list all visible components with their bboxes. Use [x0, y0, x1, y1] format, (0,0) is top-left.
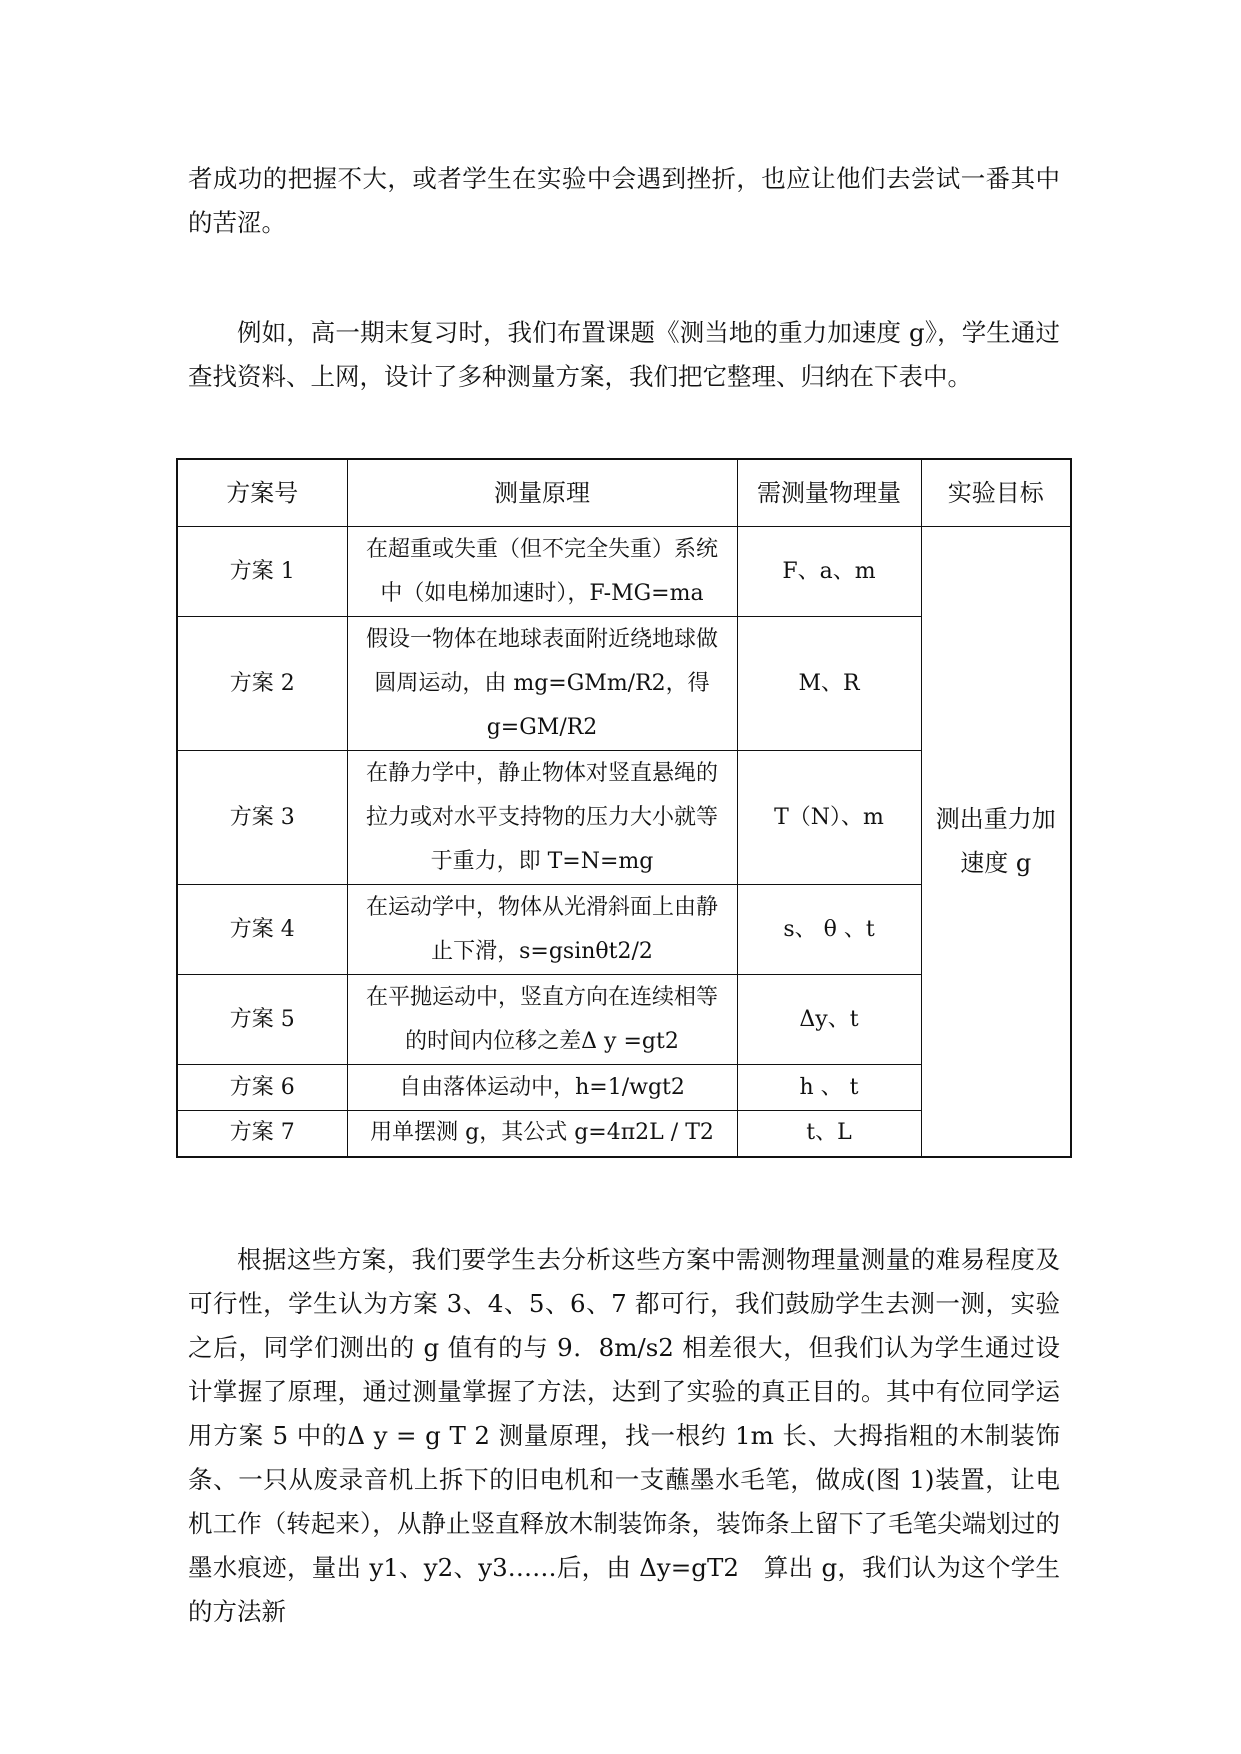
cell-principle: 自由落体运动中，h=1/wgt2	[347, 1065, 737, 1111]
table-header-row	[177, 459, 1071, 527]
cell-goal: 测出重力加速度 g	[921, 527, 1071, 1157]
cell-principle: 在平抛运动中，竖直方向在连续相等的时间内位移之差Δ y =gt2	[347, 975, 737, 1065]
cell-principle: 在超重或失重（但不完全失重）系统中（如电梯加速时），F-MG=ma	[347, 527, 737, 617]
cell-quantities: M、R	[737, 617, 921, 751]
header-principle: 测量原理	[347, 459, 737, 527]
cell-plan: 方案 2	[177, 617, 347, 751]
cell-principle: 在运动学中，物体从光滑斜面上由静止下滑，s=gsinθt2/2	[347, 885, 737, 975]
plan-table	[176, 458, 1072, 1158]
cell-plan: 方案 6	[177, 1065, 347, 1111]
cell-quantities: F、a、m	[737, 527, 921, 617]
table-row	[177, 527, 1071, 617]
paragraph-example: 例如，高一期末复习时，我们布置课题《测当地的重力加速度 g》，学生通过查找资料、上网，设计了多种测量方案，我们把它整理、归纳在下表中。	[188, 318, 1060, 391]
cell-quantities: Δy、t	[737, 975, 921, 1065]
cell-quantities: t、L	[737, 1111, 921, 1157]
cell-principle: 用单摆测 g，其公式 g=4π2L / T2	[347, 1111, 737, 1157]
header-quantities: 需测量物理量	[737, 459, 921, 527]
cell-plan: 方案 1	[177, 527, 347, 617]
cell-plan: 方案 5	[177, 975, 347, 1065]
paragraph-analysis: 根据这些方案，我们要学生去分析这些方案中需测物理量测量的难易程度及可行性，学生认为方案 3、4、5、6、7 都可行，我们鼓励学生去测一测，实验之后，同学们测出的 g 值有的与 9．8m/s2 相差很大，但我们认为学生通过设计掌握了原理，通过测量掌握了方法，达到了实验的真正目的。其中有位同学运用方案 5 中的Δ y = g T 2 测量原理，找一根约 1m 长、大拇指粗的木制装饰条、一只从废录音机上拆下的旧电机和一支蘸墨水毛笔，做成(图 1)装置，让电机工作（转起来），从静止竖直释放木制装饰条，装饰条上留下了毛笔尖端划过的墨水痕迹，量出 y1、y2、y3……后，由 Δy=gT2 算出 g，我们认为这个学生的方法新	[188, 1245, 1060, 1626]
cell-principle: 在静力学中，静止物体对竖直悬绳的拉力或对水平支持物的压力大小就等于重力，即 T=N=mg	[347, 751, 737, 885]
paragraph-intro: 者成功的把握不大，或者学生在实验中会遇到挫折，也应让他们去尝试一番其中的苦涩。	[188, 164, 1060, 237]
header-plan: 方案号	[177, 459, 347, 527]
cell-plan: 方案 3	[177, 751, 347, 885]
cell-plan: 方案 4	[177, 885, 347, 975]
cell-quantities: h 、 t	[737, 1065, 921, 1111]
cell-quantities: s、 θ 、t	[737, 885, 921, 975]
cell-quantities: T（N）、m	[737, 751, 921, 885]
cell-plan: 方案 7	[177, 1111, 347, 1157]
cell-principle: 假设一物体在地球表面附近绕地球做圆周运动，由 mg=GMm/R2，得 g=GM/R2	[347, 617, 737, 751]
header-goal: 实验目标	[921, 459, 1071, 527]
